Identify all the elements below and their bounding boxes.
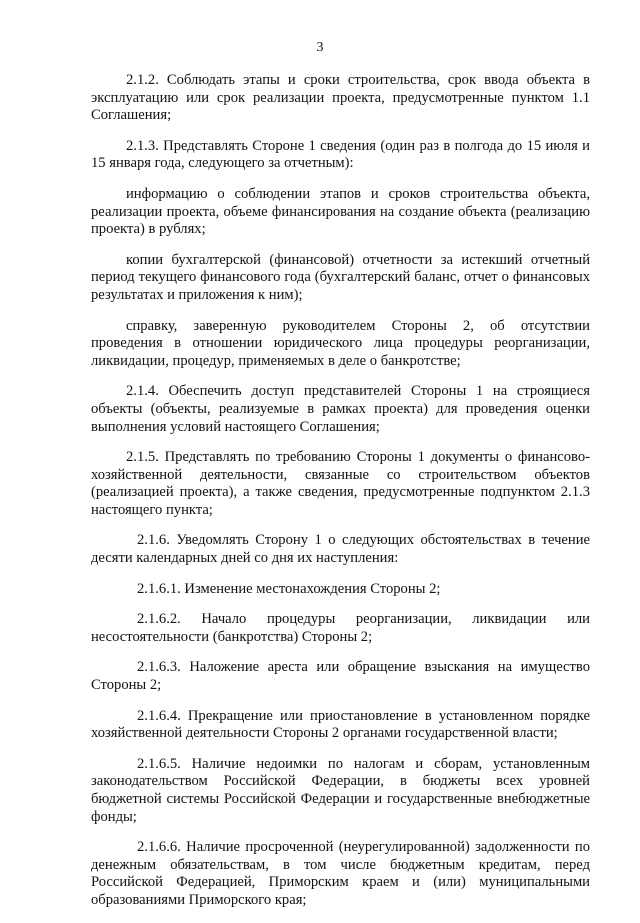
paragraph-2-1-6: 2.1.6. Уведомлять Сторону 1 о следующих обстоятельствах в течение десяти календарных дней со дня их наступления: xyxy=(91,532,590,567)
paragraph-2-1-4: 2.1.4. Обеспечить доступ представителей Стороны 1 на строящиеся объекты (объекты, реализуемые в рамках проекта) для проведения оценки выполнения условий настоящего Соглашения; xyxy=(91,383,590,435)
paragraph-2-1-3: 2.1.3. Представлять Стороне 1 сведения (один раз в полгода до 15 июля и 15 января года, следующего за отчетным): xyxy=(91,137,590,172)
page-number: 3 xyxy=(316,40,324,55)
document-body xyxy=(91,72,590,923)
paragraph-2-1-6-5: 2.1.6.5. Наличие недоимки по налогам и сборам, установленным законодательством Российской Федерации, в бюджеты всех уровней бюджетной системы Российской Федерации и государственные внебюджетные фонды; xyxy=(91,755,590,825)
paragraph-2-1-2: 2.1.2. Соблюдать этапы и сроки строительства, срок ввода объекта в эксплуатацию или срок реализации проекта, предусмотренные пунктом 1.1 Соглашения; xyxy=(91,72,590,124)
paragraph-2-1-5: 2.1.5. Представлять по требованию Стороны 1 документы о финансово-хозяйственной деятельности, связанные со строительством объектов (реализацией проекта), а также сведения, предусмотренные подпунктом 2.1.3 настоящего пункта; xyxy=(91,449,590,518)
paragraph-2-1-6-1: 2.1.6.1. Изменение местонахождения Стороны 2; xyxy=(137,580,441,597)
paragraph-certificate: справку, заверенную руководителем Стороны 2, об отсутствии проведения в отношении юридического лица процедуры реорганизации, ликвидации, процедур, применяемых в деле о банкротстве; xyxy=(91,317,590,369)
paragraph-2-1-6-3: 2.1.6.3. Наложение ареста или обращение взыскания на имущество Стороны 2; xyxy=(91,659,590,694)
paragraph-accounting-copies: копии бухгалтерской (финансовой) отчетности за истекший отчетный период текущего финансового года (бухгалтерский баланс, отчет о финансовых результатах и приложения к ним); xyxy=(91,251,590,303)
paragraph-info-stages: информацию о соблюдении этапов и сроков строительства объекта, реализации проекта, объеме финансирования на создание объекта (реализацию проекта) в рублях; xyxy=(91,185,590,238)
paragraph-2-1-6-4: 2.1.6.4. Прекращение или приостановление в установленном порядке хозяйственной деятельности Стороны 2 органами государственной власти; xyxy=(91,707,590,742)
paragraph-2-1-6-2: 2.1.6.2. Начало процедуры реорганизации, ликвидации или несостоятельности (банкротства) Стороны 2; xyxy=(91,611,590,645)
paragraph-2-1-6-6: 2.1.6.6. Наличие просроченной (неурегулированной) задолженности по денежным обязательствам, в том числе бюджетным кредитам, перед Российской Федерацией, Приморским краем и (или) муниципальными образованиями Приморского края; xyxy=(91,839,590,908)
